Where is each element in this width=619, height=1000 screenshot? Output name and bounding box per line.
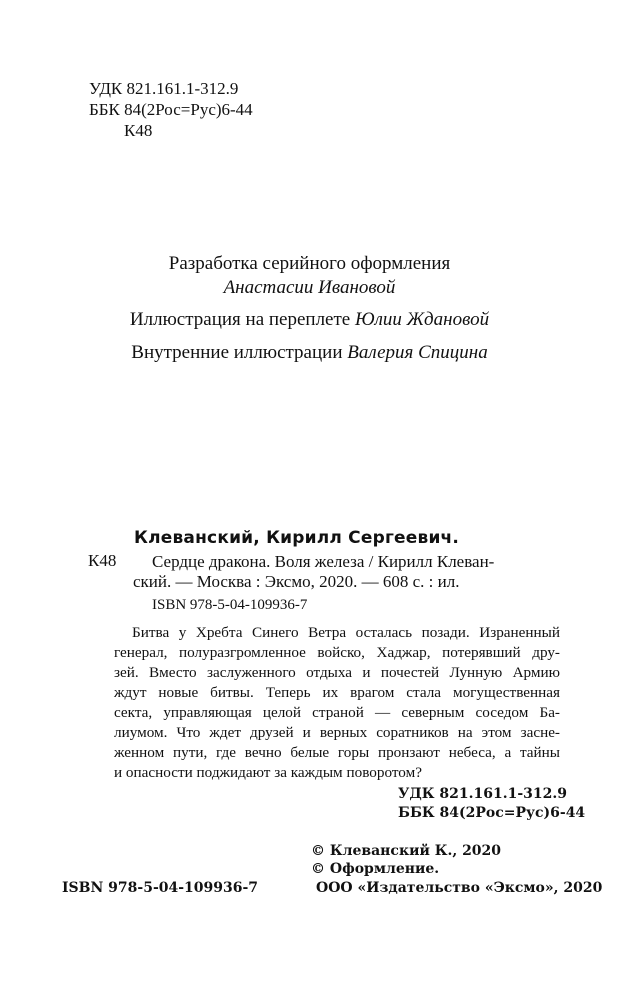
copyright-author: © Клеванский К., 2020	[311, 843, 502, 859]
series-design-name: Анастасии Ивановой	[223, 277, 396, 298]
annotation-line: генерал, полуразгромленное войско, Хаджар, потерявший дру-	[114, 644, 560, 661]
catalog-author-mark: К48	[88, 551, 117, 570]
udk-code: УДК 821.161.1-312.9	[89, 79, 239, 98]
copyright-design: © Оформление.	[311, 861, 440, 877]
catalog-bib-line-2: ский. — Москва : Эксмо, 2020. — 608 с. : ил.	[133, 572, 460, 591]
bbk-code: ББК 84(2Рос=Рус)6-44	[89, 100, 253, 119]
annotation-line: женном пути, где вечно белые горы пронзают небеса, а тайны	[114, 744, 560, 761]
annotation-line: и опасности поджидают за каждым поворотом?	[114, 764, 422, 781]
series-design-credit	[0, 252, 619, 300]
imprint-isbn: ISBN 978-5-04-109936-7	[62, 880, 259, 896]
catalog-isbn: ISBN 978-5-04-109936-7	[152, 597, 308, 613]
annotation-line: секта, управляющая целой страной — северным соседом Ба-	[114, 704, 560, 721]
series-design-label: Разработка серийного оформления	[168, 253, 451, 274]
inner-illustration-name: Валерия Спицина	[347, 342, 488, 363]
annotation-line: зей. Вместо заслуженного отдыха и почестей Лунную Армию	[114, 664, 560, 681]
catalog-bib-line-1: Сердце дракона. Воля железа / Кирилл Клеван-	[152, 552, 495, 571]
annotation-line: лиумом. Что ждет друзей и верных соратников на этом засне-	[114, 724, 560, 741]
cover-illustration-label: Иллюстрация на переплете	[129, 309, 351, 330]
author-mark: К48	[124, 121, 153, 140]
annotation-line: Битва у Хребта Синего Ветра осталась позади. Израненный	[132, 624, 560, 641]
annotation	[114, 623, 560, 783]
catalog-udk-code: УДК 821.161.1-312.9	[398, 786, 568, 802]
cover-illustration-name: Юлии Ждановой	[354, 309, 490, 330]
annotation-line: ждут новые битвы. Теперь их врагом стала могущественная	[114, 684, 560, 701]
copyright-publisher: ООО «Издательство «Эксмо», 2020	[316, 880, 603, 896]
inner-illustration-label: Внутренние иллюстрации	[131, 342, 343, 363]
catalog-bbk-code: ББК 84(2Рос=Рус)6-44	[398, 805, 586, 821]
catalog-author-heading: Клеванский, Кирилл Сергеевич.	[134, 528, 460, 548]
inner-illustration-credit	[0, 341, 619, 365]
cover-illustration-credit	[0, 308, 619, 332]
